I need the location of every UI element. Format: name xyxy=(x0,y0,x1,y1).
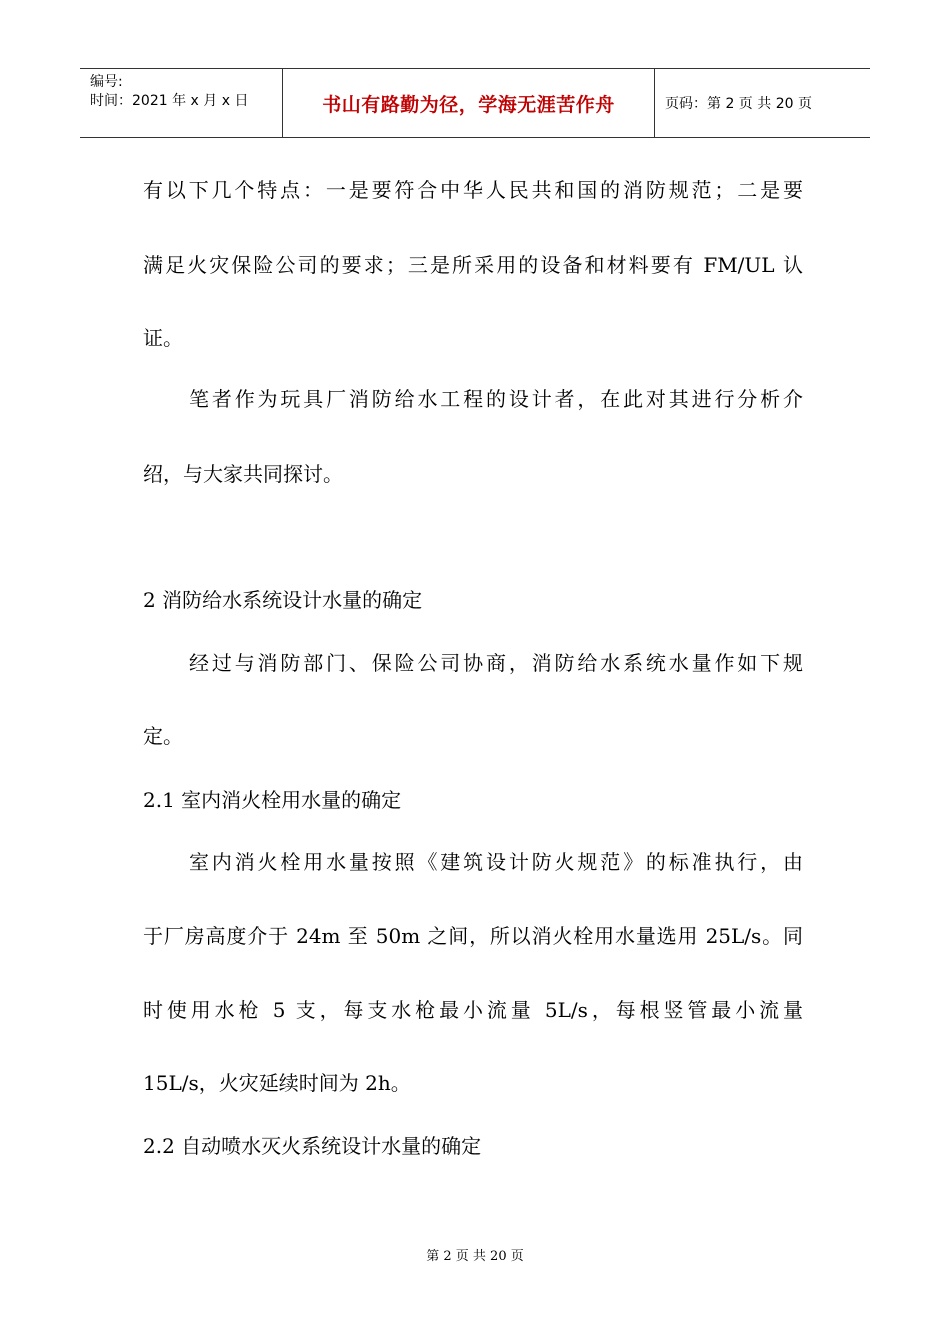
paragraph-line: 笔者作为玩具厂消防给水工程的设计者，在此对其进行分析介 xyxy=(189,387,803,411)
header-page-info: 页码：第 2 页 共 20 页 xyxy=(665,96,812,112)
page-footer: 第 2 页 共 20 页 xyxy=(426,1249,524,1264)
paragraph-line: 时使用水枪 5 支，每支水枪最小流量 5L/s，每根竖管最小流量 xyxy=(143,998,803,1022)
subsection-heading: 2.2 自动喷水灭火系统设计水量的确定 xyxy=(143,1134,482,1158)
paragraph-line: 有以下几个特点：一是要符合中华人民共和国的消防规范；二是要 xyxy=(143,178,803,202)
page-header xyxy=(80,68,870,138)
paragraph-line: 证。 xyxy=(143,326,183,350)
paragraph-line: 经过与消防部门、保险公司协商，消防给水系统水量作如下规 xyxy=(189,651,803,675)
document-time-label: 时间：2021 年 x 月 x 日 xyxy=(90,93,249,109)
paragraph-line: 15L/s，火灾延续时间为 2h。 xyxy=(143,1071,411,1095)
paragraph-line: 室内消火栓用水量按照《建筑设计防火规范》的标准执行，由 xyxy=(189,850,803,874)
paragraph-line: 定。 xyxy=(143,724,183,748)
paragraph-line: 满足火灾保险公司的要求；三是所采用的设备和材料要有 FM/UL 认 xyxy=(143,253,803,277)
subsection-heading: 2.1 室内消火栓用水量的确定 xyxy=(143,788,402,812)
header-center xyxy=(282,69,655,137)
header-motto: 书山有路勤为径，学海无涯苦作舟 xyxy=(322,93,615,116)
paragraph-line: 于厂房高度介于 24m 至 50m 之间，所以消火栓用水量选用 25L/s。同 xyxy=(143,924,803,948)
section-heading: 2 消防给水系统设计水量的确定 xyxy=(143,588,423,612)
header-left xyxy=(80,69,282,137)
paragraph-line: 绍，与大家共同探讨。 xyxy=(143,462,343,486)
document-number-label: 编号: xyxy=(90,74,123,90)
